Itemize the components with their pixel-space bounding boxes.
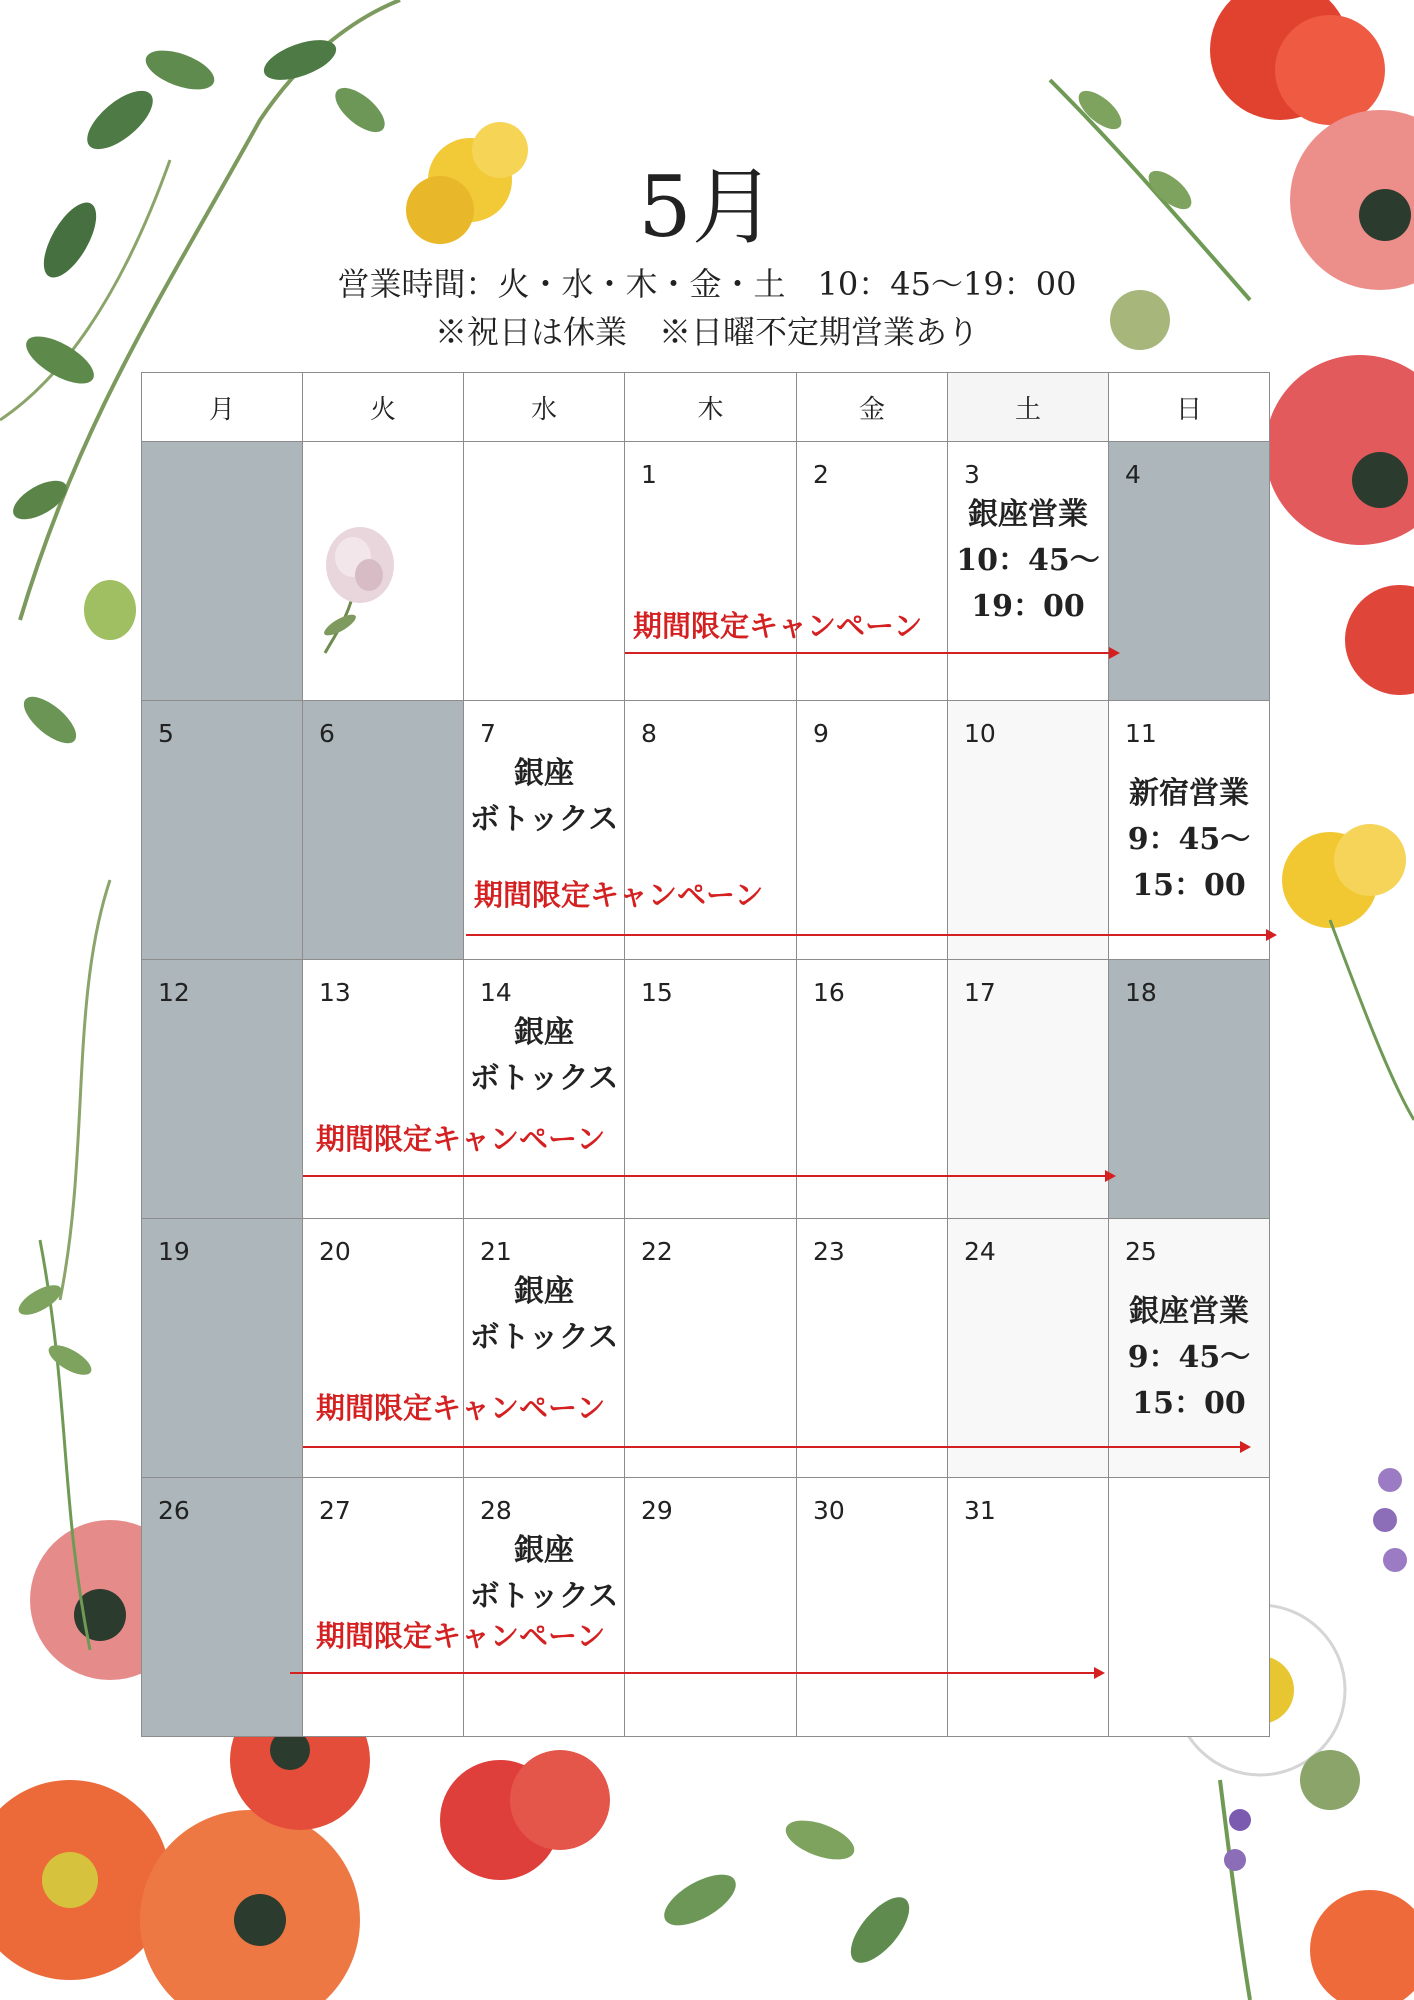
day-cell — [797, 442, 948, 701]
day-cell — [948, 1219, 1109, 1478]
campaign-label: 期間限定キャンペーン — [474, 878, 764, 912]
day-number: 24 — [964, 1237, 996, 1266]
day-cell-closed — [142, 701, 303, 960]
note-line: ボトックス — [469, 1320, 619, 1355]
botox-note — [464, 1528, 624, 1620]
day-cell — [948, 960, 1109, 1219]
day-number: 29 — [641, 1496, 673, 1525]
day-number: 3 — [964, 460, 980, 489]
holiday-note-line: ※祝日は休業 ※日曜不定期営業あり — [434, 313, 979, 351]
note-line: 銀座 — [514, 1533, 574, 1568]
campaign-arrow — [466, 934, 1275, 936]
day-number: 22 — [641, 1237, 673, 1266]
weekday-wed: 水 — [464, 373, 625, 442]
ginza-hours-note — [948, 492, 1108, 630]
day-number: 28 — [480, 1496, 512, 1525]
weekday-thu: 木 — [625, 373, 797, 442]
note-line: 19：00 — [971, 589, 1085, 624]
day-number: 23 — [813, 1237, 845, 1266]
day-cell — [464, 701, 625, 960]
day-cell-empty — [464, 442, 625, 701]
day-number: 4 — [1125, 460, 1141, 489]
day-number: 7 — [480, 719, 496, 748]
note-line: 銀座 — [514, 1274, 574, 1309]
day-cell-closed — [142, 1478, 303, 1737]
note-line: ボトックス — [469, 1061, 619, 1096]
campaign-label: 期間限定キャンペーン — [316, 1619, 606, 1653]
note-line: 10：45〜 — [956, 543, 1100, 578]
campaign-arrow — [290, 1672, 1103, 1674]
day-cell — [464, 960, 625, 1219]
note-line: 9：45〜 — [1127, 822, 1251, 857]
weekday-fri: 金 — [797, 373, 948, 442]
day-cell — [948, 1478, 1109, 1737]
day-cell-empty — [142, 442, 303, 701]
day-cell — [1109, 701, 1270, 960]
weekday-sat: 土 — [948, 373, 1109, 442]
shinjuku-hours-note — [1109, 771, 1269, 909]
weekday-header-row — [142, 373, 1270, 442]
day-cell — [464, 1219, 625, 1478]
note-line: 銀座 — [514, 1015, 574, 1050]
day-cell — [625, 442, 797, 701]
day-cell-closed — [142, 960, 303, 1219]
campaign-arrow — [625, 652, 1118, 654]
day-cell-closed — [1109, 960, 1270, 1219]
day-cell — [625, 701, 797, 960]
day-number: 19 — [158, 1237, 190, 1266]
week-row — [142, 1478, 1270, 1737]
day-cell — [948, 701, 1109, 960]
week-row — [142, 701, 1270, 960]
botox-note — [464, 1269, 624, 1361]
day-number: 2 — [813, 460, 829, 489]
day-cell-empty — [1109, 1478, 1270, 1737]
day-number: 16 — [813, 978, 845, 1007]
day-number: 12 — [158, 978, 190, 1007]
day-cell-closed — [303, 701, 464, 960]
day-number: 20 — [319, 1237, 351, 1266]
note-line: 銀座 — [514, 756, 574, 791]
day-number: 17 — [964, 978, 996, 1007]
weekday-sun: 日 — [1109, 373, 1270, 442]
day-number: 30 — [813, 1496, 845, 1525]
day-number: 5 — [158, 719, 174, 748]
day-cell — [464, 1478, 625, 1737]
day-number: 8 — [641, 719, 657, 748]
day-number: 1 — [641, 460, 657, 489]
day-number: 15 — [641, 978, 673, 1007]
day-cell — [625, 960, 797, 1219]
clover-flower-icon — [305, 515, 415, 655]
day-cell — [303, 1478, 464, 1737]
day-cell — [625, 1478, 797, 1737]
day-number: 21 — [480, 1237, 512, 1266]
day-cell — [303, 960, 464, 1219]
note-line: 銀座営業 — [968, 497, 1088, 532]
campaign-label: 期間限定キャンペーン — [316, 1391, 606, 1425]
day-cell — [797, 1478, 948, 1737]
day-cell — [797, 960, 948, 1219]
day-number: 26 — [158, 1496, 190, 1525]
day-number: 25 — [1125, 1237, 1157, 1266]
weekday-mon: 月 — [142, 373, 303, 442]
day-number: 10 — [964, 719, 996, 748]
day-cell — [948, 442, 1109, 701]
business-hours-line: 営業時間：火・水・木・金・土 10：45〜19：00 — [337, 265, 1077, 303]
week-row — [142, 1219, 1270, 1478]
business-hours — [0, 260, 1414, 356]
month-title: 5月 — [638, 158, 776, 256]
day-cell — [797, 1219, 948, 1478]
day-number: 14 — [480, 978, 512, 1007]
week-row — [142, 960, 1270, 1219]
day-cell — [625, 1219, 797, 1478]
note-line: ボトックス — [469, 1579, 619, 1614]
day-number: 11 — [1125, 719, 1157, 748]
day-cell-closed — [142, 1219, 303, 1478]
day-cell-closed — [1109, 442, 1270, 701]
campaign-label: 期間限定キャンペーン — [316, 1122, 606, 1156]
note-line: 15：00 — [1132, 1386, 1246, 1421]
campaign-arrow — [303, 1446, 1249, 1448]
day-cell — [797, 701, 948, 960]
campaign-arrow — [303, 1175, 1114, 1177]
day-number: 27 — [319, 1496, 351, 1525]
note-line: 9：45〜 — [1127, 1340, 1251, 1375]
day-cell — [1109, 1219, 1270, 1478]
note-line: ボトックス — [469, 802, 619, 837]
day-number: 6 — [319, 719, 335, 748]
day-number: 9 — [813, 719, 829, 748]
ginza-hours-note — [1109, 1289, 1269, 1427]
day-cell — [303, 1219, 464, 1478]
note-line: 15：00 — [1132, 868, 1246, 903]
day-number: 31 — [964, 1496, 996, 1525]
weekday-tue: 火 — [303, 373, 464, 442]
note-line: 新宿営業 — [1129, 776, 1249, 811]
botox-note — [464, 751, 624, 843]
day-number: 18 — [1125, 978, 1157, 1007]
campaign-label: 期間限定キャンペーン — [633, 609, 923, 643]
note-line: 銀座営業 — [1129, 1294, 1249, 1329]
day-number: 13 — [319, 978, 351, 1007]
botox-note — [464, 1010, 624, 1102]
